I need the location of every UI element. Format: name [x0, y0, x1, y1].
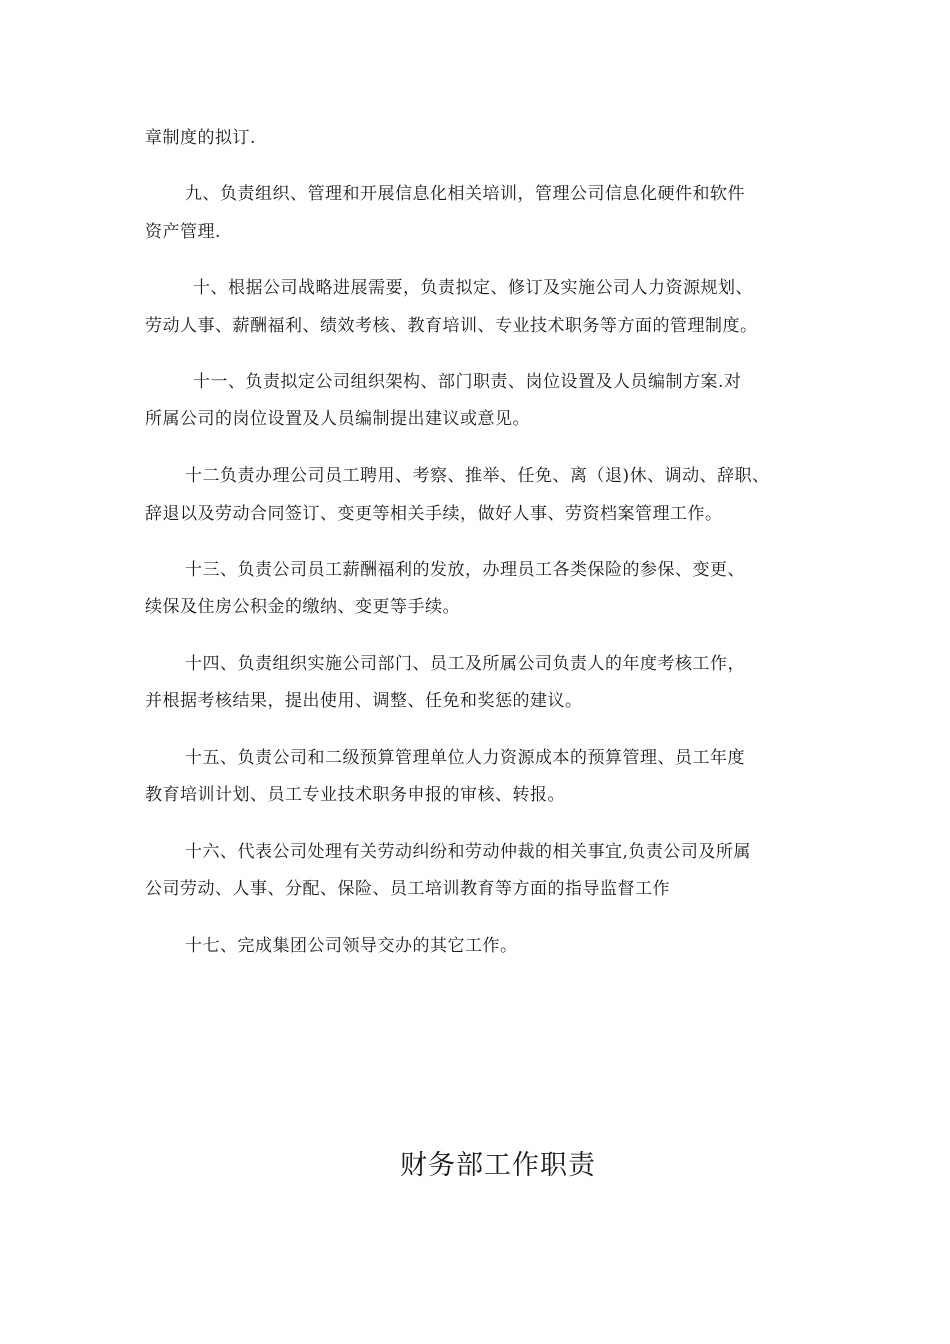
text-line: 十二负责办理公司员工聘用、考察、推举、任免、离（退)休、调动、辞职、: [185, 466, 770, 486]
text-line: 十六、代表公司处理有关劳动纠纷和劳动仲裁的相关事宜,负责公司及所属: [185, 842, 751, 862]
text-line: 续保及住房公积金的缴纳、变更等手续。: [145, 597, 460, 617]
text-line: 九、负责组织、管理和开展信息化相关培训，管理公司信息化硬件和软件: [185, 184, 745, 204]
text-line: 十五、负责公司和二级预算管理单位人力资源成本的预算管理、员工年度: [185, 748, 745, 768]
text-line: 劳动人事、薪酬福利、绩效考核、教育培训、专业技术职务等方面的管理制度。: [145, 316, 758, 336]
section-title: 财务部工作职责: [400, 1150, 596, 1181]
text-line: 章制度的拟订.: [145, 128, 256, 148]
text-line: 资产管理.: [145, 222, 221, 242]
text-line: 所属公司的岗位设置及人员编制提出建议或意见。: [145, 409, 530, 429]
text-line: 公司劳动、人事、分配、保险、员工培训教育等方面的指导监督工作: [145, 879, 670, 899]
text-line: 十、根据公司战略进展需要，负责拟定、修订及实施公司人力资源规划、: [193, 278, 753, 298]
text-line: 十四、负责组织实施公司部门、员工及所属公司负责人的年度考核工作，: [185, 654, 745, 674]
text-line: 辞退以及劳动合同签订、变更等相关手续，做好人事、劳资档案管理工作。: [145, 504, 723, 524]
text-line: 教育培训计划、员工专业技术职务申报的审核、转报。: [145, 785, 565, 805]
text-line: 十一、负责拟定公司组织架构、部门职责、岗位设置及人员编制方案.对: [193, 372, 742, 392]
text-line: 十三、负责公司员工薪酬福利的发放，办理员工各类保险的参保、变更、: [185, 560, 745, 580]
text-line: 并根据考核结果，提出使用、调整、任免和奖惩的建议。: [145, 691, 583, 711]
text-line: 十七、完成集团公司领导交办的其它工作。: [185, 936, 518, 956]
